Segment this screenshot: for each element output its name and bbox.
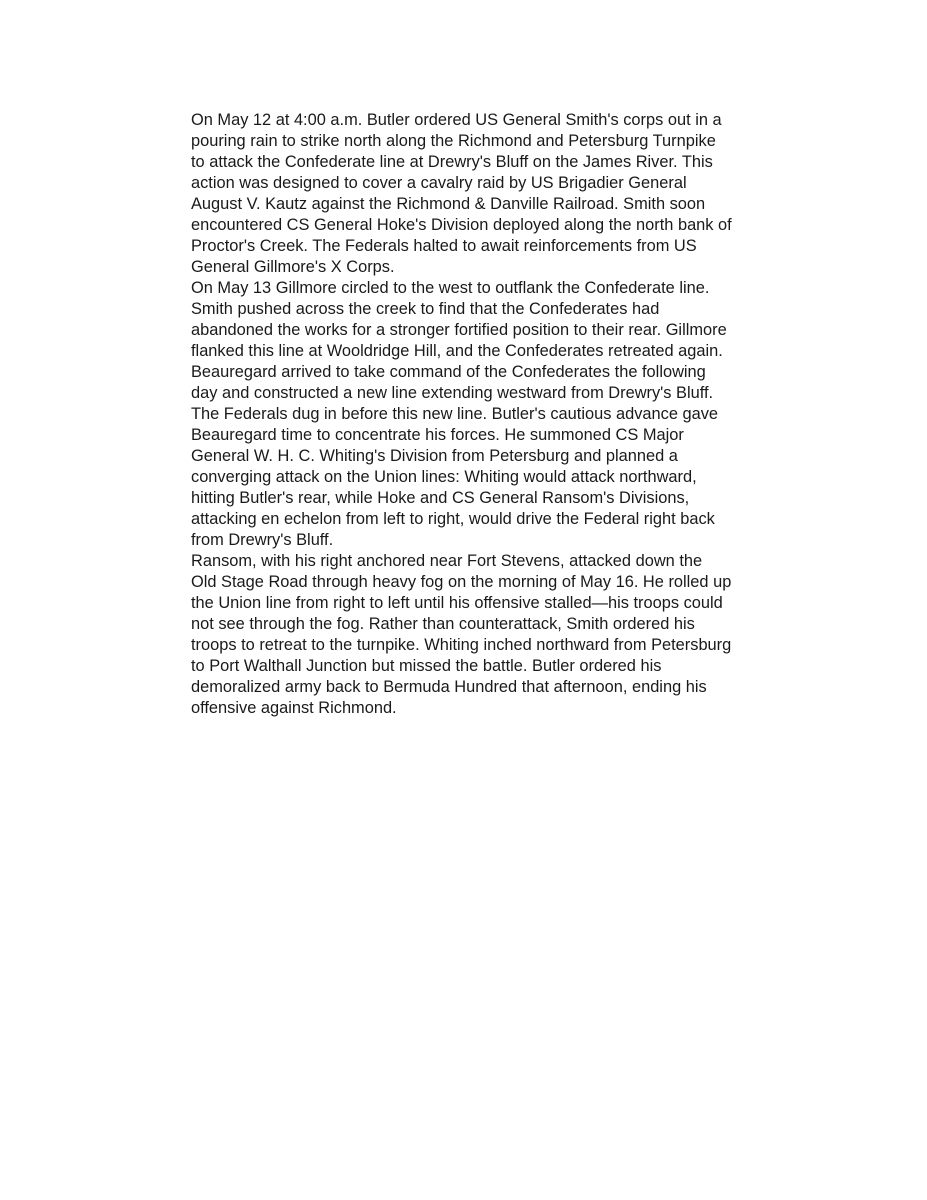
- text-line: not see through the fog. Rather than counterattack, Smith ordered his: [191, 615, 695, 633]
- text-line: Beauregard arrived to take command of the Confederates the following: [191, 363, 706, 381]
- paragraph-may-13: [191, 278, 801, 551]
- text-line: demoralized army back to Bermuda Hundred that afternoon, ending his: [191, 678, 707, 696]
- text-line: attacking en echelon from left to right, would drive the Federal right back: [191, 510, 715, 528]
- text-line: hitting Butler's rear, while Hoke and CS General Ransom's Divisions,: [191, 489, 690, 507]
- text-line: Old Stage Road through heavy fog on the morning of May 16. He rolled up: [191, 573, 732, 591]
- text-line: offensive against Richmond.: [191, 699, 397, 717]
- text-line: Ransom, with his right anchored near Fort Stevens, attacked down the: [191, 552, 703, 570]
- text-line: The Federals dug in before this new line. Butler's cautious advance gave: [191, 405, 719, 423]
- text-line: from Drewry's Bluff.: [191, 531, 334, 549]
- text-line: the Union line from right to left until his offensive stalled—his troops could: [191, 594, 723, 612]
- text-line: August V. Kautz against the Richmond & Danville Railroad. Smith soon: [191, 195, 706, 213]
- text-line: encountered CS General Hoke's Division deployed along the north bank of: [191, 216, 732, 234]
- text-line: troops to retreat to the turnpike. Whiting inched northward from Petersburg: [191, 636, 732, 654]
- text-line: to attack the Confederate line at Drewry's Bluff on the James River. This: [191, 153, 713, 171]
- text-line: Smith pushed across the creek to find that the Confederates had: [191, 300, 660, 318]
- text-line: On May 13 Gillmore circled to the west to outflank the Confederate line.: [191, 279, 710, 297]
- paragraph-may-16: [191, 551, 801, 719]
- text-line: pouring rain to strike north along the Richmond and Petersburg Turnpike: [191, 132, 716, 150]
- text-line: General W. H. C. Whiting's Division from Petersburg and planned a: [191, 447, 678, 465]
- text-line: to Port Walthall Junction but missed the battle. Butler ordered his: [191, 657, 662, 675]
- text-line: action was designed to cover a cavalry raid by US Brigadier General: [191, 174, 687, 192]
- text-line: abandoned the works for a stronger fortified position to their rear. Gillmore: [191, 321, 727, 339]
- body-text: [191, 110, 801, 719]
- text-line: General Gillmore's X Corps.: [191, 258, 395, 276]
- text-line: On May 12 at 4:00 a.m. Butler ordered US General Smith's corps out in a: [191, 111, 722, 129]
- text-line: day and constructed a new line extending westward from Drewry's Bluff.: [191, 384, 714, 402]
- text-line: Proctor's Creek. The Federals halted to await reinforcements from US: [191, 237, 697, 255]
- text-line: flanked this line at Wooldridge Hill, and the Confederates retreated again.: [191, 342, 723, 360]
- text-line: converging attack on the Union lines: Whiting would attack northward,: [191, 468, 697, 486]
- text-line: Beauregard time to concentrate his forces. He summoned CS Major: [191, 426, 684, 444]
- paragraph-may-12: [191, 110, 801, 278]
